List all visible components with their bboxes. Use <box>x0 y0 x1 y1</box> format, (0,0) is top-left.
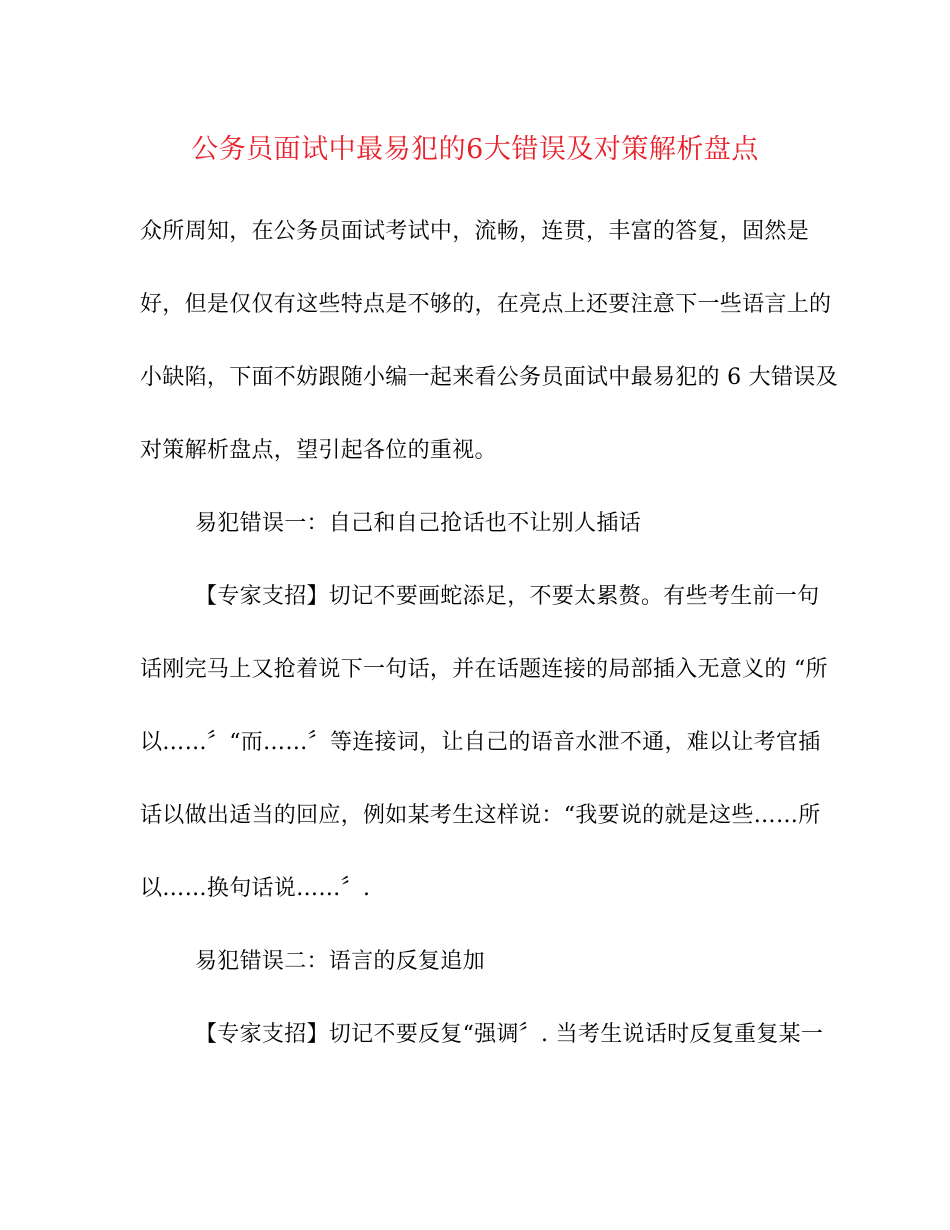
paragraph-line-2: 好，但是仅仅有这些特点是不够的，在亮点上还要注意下一些语言上的 <box>140 292 832 317</box>
paragraph-line-4: 对策解析盘点，望引起各位的重视。 <box>140 438 497 463</box>
paragraph-line-6: 【专家支招】切记不要画蛇添足，不要太累赘。有些考生前一句 <box>195 584 820 609</box>
paragraph-line-10: 以……换句话说……〞. <box>140 876 371 901</box>
paragraph-line-3: 小缺陷，下面不妨跟随小编一起来看公务员面试中最易犯的 6 大错误及 <box>140 365 838 390</box>
paragraph-line-8: 以……〞“而……〞等连接词，让自己的语音水泄不通，难以让考官插 <box>140 730 821 755</box>
paragraph-line-7: 话刚完马上又抢着说下一句话，并在话题连接的局部插入无意义的 “所 <box>140 657 828 682</box>
document-title: 公务员面试中最易犯的6大错误及对策解析盘点 <box>191 134 759 165</box>
section-heading-2: 易犯错误二：语言的反复追加 <box>195 949 485 974</box>
paragraph-line-12: 【专家支招】切记不要反复“强调〞. 当考生说话时反复重复某一 <box>195 1022 824 1047</box>
section-heading-1: 易犯错误一：自己和自己抢话也不让别人插话 <box>195 511 642 536</box>
paragraph-line-9: 话以做出适当的回应，例如某考生这样说：“我要说的就是这些……所 <box>140 803 821 828</box>
paragraph-line-1: 众所周知，在公务员面试考试中，流畅，连贯，丰富的答复，固然是 <box>140 219 810 244</box>
